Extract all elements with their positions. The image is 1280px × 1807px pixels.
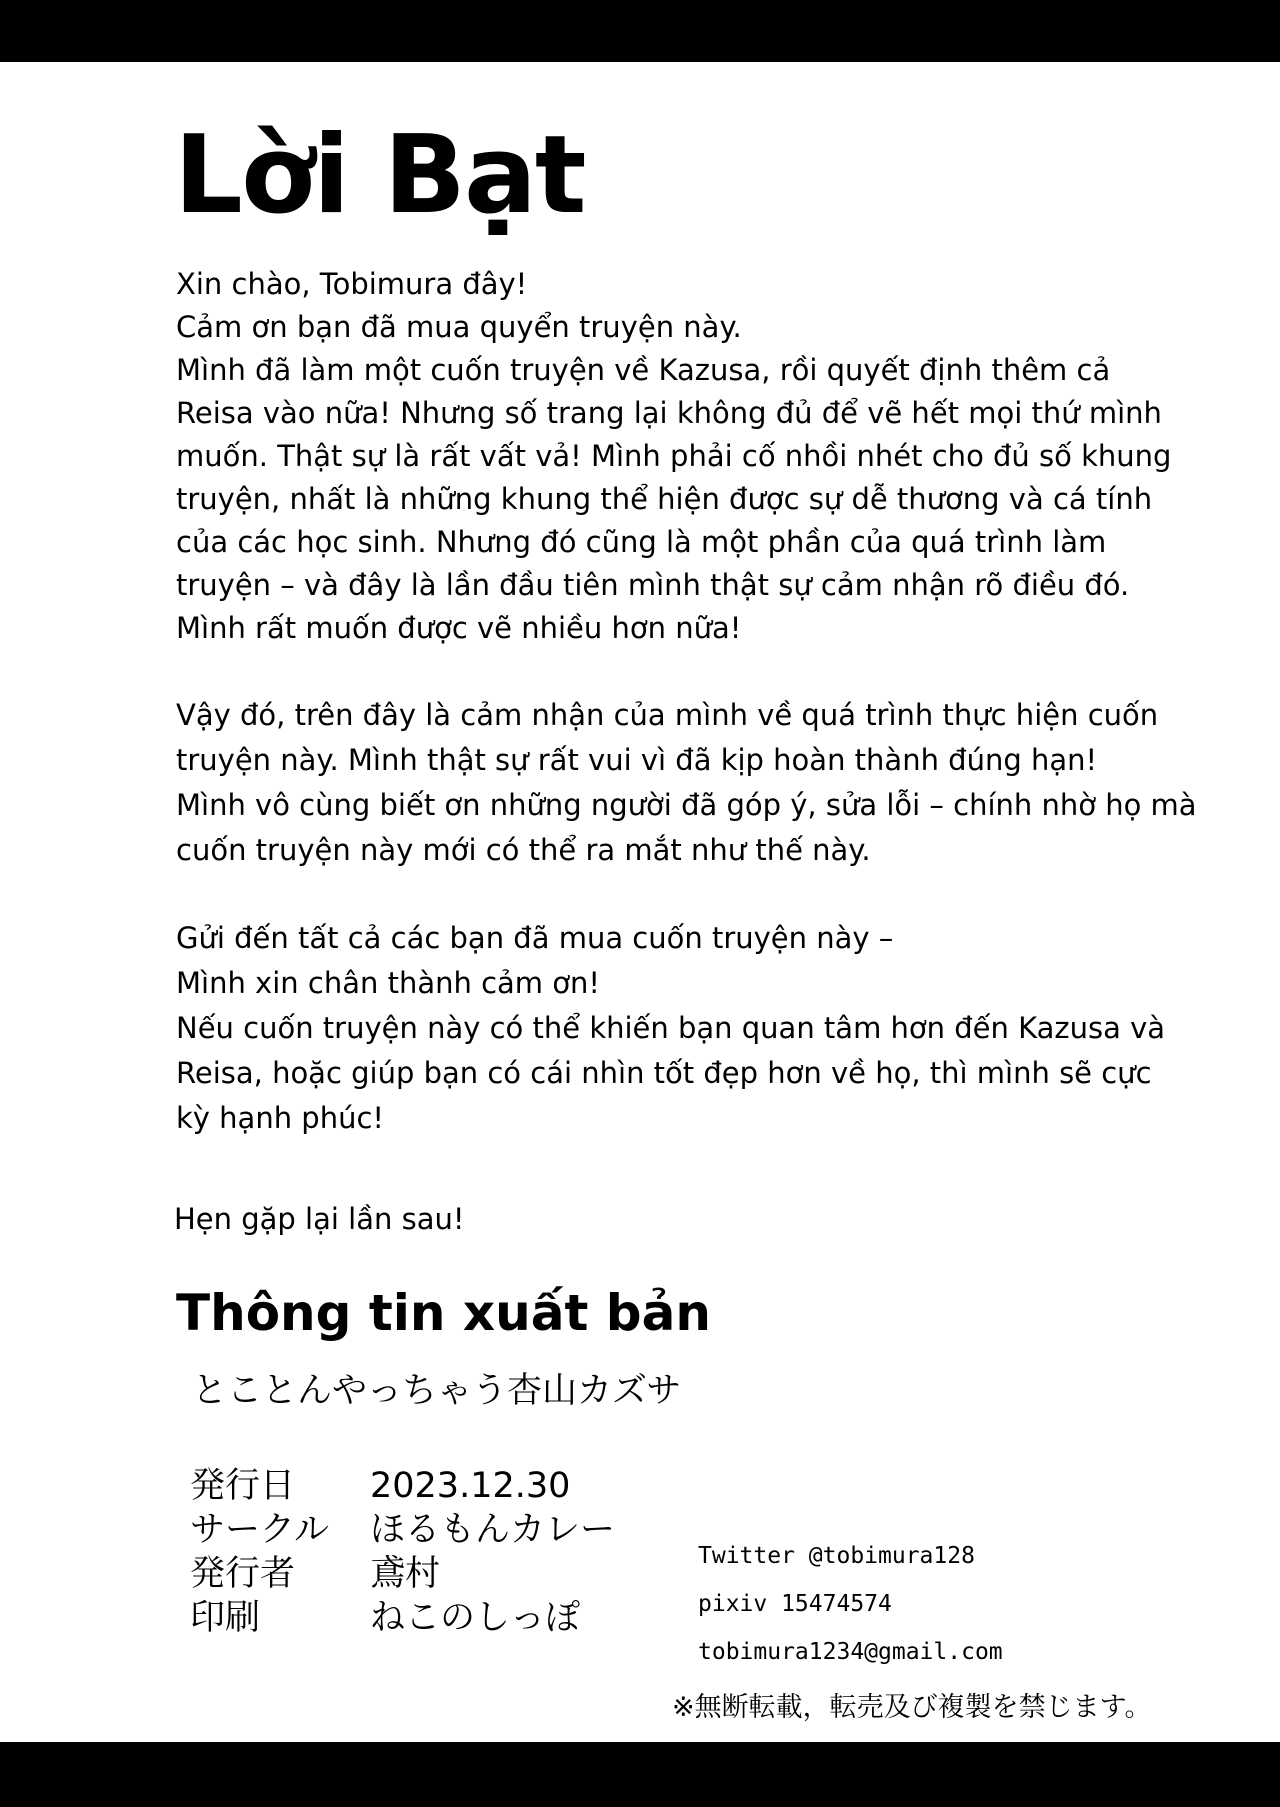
paragraph-3 <box>176 916 1236 1141</box>
text-line: Gửi đến tất cả các bạn đã mua cuốn truyện này – <box>176 921 894 955</box>
text-line: muốn. Thật sự là rất vất vả! Mình phải cố nhồi nhét cho đủ số khung <box>176 439 1172 473</box>
info-label: 発行者 <box>190 1554 296 1594</box>
info-row-circle <box>190 1508 615 1552</box>
pixiv-id: pixiv 15474574 <box>698 1591 892 1617</box>
text-line: truyện, nhất là những khung thể hiện được sự dễ thương và cá tính <box>176 482 1153 516</box>
copyright-notice: ※無断転載，転売及び複製を禁じます。 <box>672 1692 1152 1723</box>
text-line: của các học sinh. Nhưng đó cũng là một phần của quá trình làm <box>176 525 1107 559</box>
book-title: とことんやっちゃう杏山カズサ <box>192 1371 682 1411</box>
text-line: Mình vô cùng biết ơn những người đã góp ý, sửa lỗi – chính nhờ họ mà <box>176 788 1197 822</box>
text-line: Mình đã làm một cuốn truyện về Kazusa, rồi quyết định thêm cả <box>176 353 1111 387</box>
paragraph-1 <box>176 263 1236 650</box>
text-line: Nếu cuốn truyện này có thể khiến bạn quan tâm hơn đến Kazusa và <box>176 1011 1166 1045</box>
text-line: Reisa, hoặc giúp bạn có cái nhìn tốt đẹp hơn về họ, thì mình sẽ cực <box>176 1056 1152 1090</box>
info-label: サークル <box>190 1510 329 1550</box>
info-label: 発行日 <box>190 1466 296 1506</box>
info-row-date <box>190 1464 615 1508</box>
twitter-handle: Twitter @tobimura128 <box>698 1543 975 1569</box>
text-line: Mình rất muốn được vẽ nhiều hơn nữa! <box>176 611 742 645</box>
info-label: 印刷 <box>190 1598 261 1638</box>
info-row-publisher <box>190 1552 615 1596</box>
paragraph-2 <box>176 693 1236 873</box>
closing-line: Hẹn gặp lại lần sau! <box>174 1202 465 1236</box>
text-line: Reisa vào nữa! Nhưng số trang lại không đủ để vẽ hết mọi thứ mình <box>176 396 1162 430</box>
page-title: Lời Bạt <box>174 113 585 238</box>
info-value: 鳶村 <box>370 1554 441 1594</box>
text-line: truyện này. Mình thật sự rất vui vì đã kịp hoàn thành đúng hạn! <box>176 743 1098 777</box>
email-address: tobimura1234@gmail.com <box>698 1639 1003 1665</box>
info-value: 2023.12.30 <box>370 1466 571 1506</box>
publication-heading: Thông tin xuất bản <box>176 1284 711 1342</box>
text-line: truyện – và đây là lần đầu tiên mình thật sự cảm nhận rõ điều đó. <box>176 568 1130 602</box>
text-line: kỳ hạnh phúc! <box>176 1101 385 1135</box>
contact-list <box>698 1532 1003 1676</box>
page <box>0 62 1280 1742</box>
text-line: cuốn truyện này mới có thể ra mắt như thế này. <box>176 833 871 867</box>
text-line: Xin chào, Tobimura đây! <box>176 267 528 301</box>
info-value: ねこのしっぽ <box>370 1598 581 1638</box>
text-line: Mình xin chân thành cảm ơn! <box>176 966 600 1000</box>
info-value: ほるもんカレー <box>370 1510 616 1550</box>
publication-info-table <box>190 1464 615 1640</box>
text-line: Cảm ơn bạn đã mua quyển truyện này. <box>176 310 742 344</box>
info-row-printer <box>190 1596 615 1640</box>
text-line: Vậy đó, trên đây là cảm nhận của mình về quá trình thực hiện cuốn <box>176 698 1159 732</box>
afterword-body <box>176 263 1236 1184</box>
